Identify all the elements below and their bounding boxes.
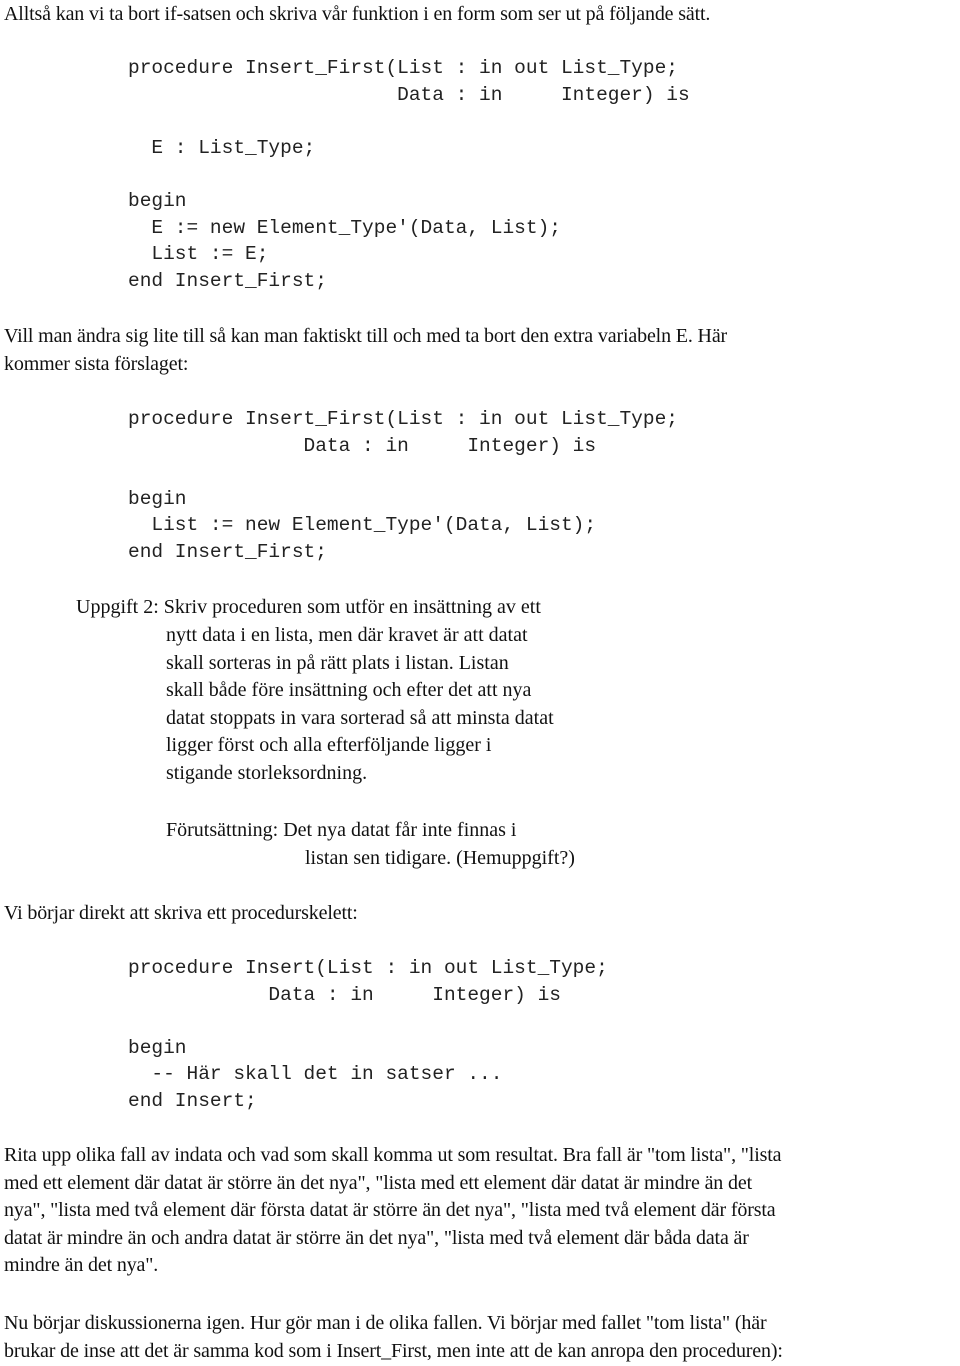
code-line: List := new Element_Type'(Data, List); bbox=[128, 514, 597, 537]
paragraph-skeleton-intro: Vi börjar direkt att skriva ett procedurskelett: bbox=[4, 902, 358, 924]
code-line: begin bbox=[128, 189, 187, 212]
text-line: Vill man ändra sig lite till så kan man faktiskt till och med ta bort den extra variabeln E. Här bbox=[4, 325, 728, 347]
paragraph-remove-variable bbox=[4, 323, 960, 378]
text-line: ligger först och alla efterföljande ligger i bbox=[166, 734, 492, 757]
code-line: E : List_Type; bbox=[128, 136, 316, 159]
text-line: nytt data i en lista, men där kravet är att datat bbox=[166, 624, 528, 646]
text-line: datat stoppats in vara sorterad så att minsta datat bbox=[166, 706, 554, 729]
text-line: datat är mindre än och andra datat är större än det nya", "lista med två element där båda data är bbox=[4, 1226, 749, 1249]
code-line: procedure Insert_First(List : in out List_Type; bbox=[128, 57, 678, 79]
text-line: med ett element där datat är större än det nya", "lista med ett element där datat är mindre än det bbox=[4, 1171, 752, 1194]
code-line: begin bbox=[128, 1036, 187, 1059]
text-line: brukar de inse att det är samma kod som i Insert_First, men inte att de kan anropa den proceduren): bbox=[4, 1339, 783, 1362]
text-line: stigande storleksordning. bbox=[166, 761, 368, 784]
text-line: Nu börjar diskussionerna igen. Hur gör man i de olika fallen. Vi börjar med fallet "tom lista" (här bbox=[4, 1312, 767, 1334]
text-line: nya", "lista med två element där första datat är större än det nya", "lista med två element där första bbox=[4, 1199, 776, 1222]
code-line: end Insert_First; bbox=[128, 269, 327, 292]
task-2-heading: Uppgift 2: Skriv proceduren som utför en insättning av ett bbox=[76, 596, 541, 618]
paragraph-discussion bbox=[4, 1310, 960, 1365]
task-2-body bbox=[166, 622, 554, 788]
code-line: List := E; bbox=[128, 243, 269, 266]
text-line: mindre än det nya". bbox=[4, 1254, 159, 1277]
paragraph-test-cases bbox=[4, 1142, 960, 1280]
code-line: begin bbox=[128, 487, 187, 510]
task-2-condition: Förutsättning: Det nya datat får inte finnas i bbox=[166, 819, 517, 841]
code-line: procedure Insert_First(List : in out List_Type; bbox=[128, 408, 678, 430]
code-block-insert-first-v1 bbox=[128, 55, 690, 294]
text-line: Rita upp olika fall av indata och vad som skall komma ut som resultat. Bra fall är "tom lista", "lista bbox=[4, 1144, 782, 1166]
intro-paragraph bbox=[4, 1, 960, 29]
code-line: end Insert; bbox=[128, 1089, 257, 1112]
text-line: kommer sista förslaget: bbox=[4, 352, 189, 375]
code-block-insert-first-v2 bbox=[128, 406, 678, 566]
code-line: -- Här skall det in satser ... bbox=[128, 1063, 503, 1086]
text-line: Alltså kan vi ta bort if-satsen och skriva vår funktion i en form som ser ut på följande sätt. bbox=[4, 3, 711, 25]
code-line: end Insert_First; bbox=[128, 540, 327, 563]
code-line: Data : in Integer) is bbox=[128, 434, 597, 457]
code-line: Data : in Integer) is bbox=[128, 983, 561, 1006]
code-line: procedure Insert(List : in out List_Type; bbox=[128, 957, 608, 979]
code-block-insert-skeleton bbox=[128, 955, 608, 1115]
code-line: Data : in Integer) is bbox=[128, 83, 690, 106]
text-line: skall både före insättning och efter det att nya bbox=[166, 679, 532, 702]
text-line: skall sorteras in på rätt plats i listan. Listan bbox=[166, 651, 509, 674]
code-line: E := new Element_Type'(Data, List); bbox=[128, 216, 561, 239]
task-2-condition-cont: listan sen tidigare. (Hemuppgift?) bbox=[305, 847, 575, 869]
